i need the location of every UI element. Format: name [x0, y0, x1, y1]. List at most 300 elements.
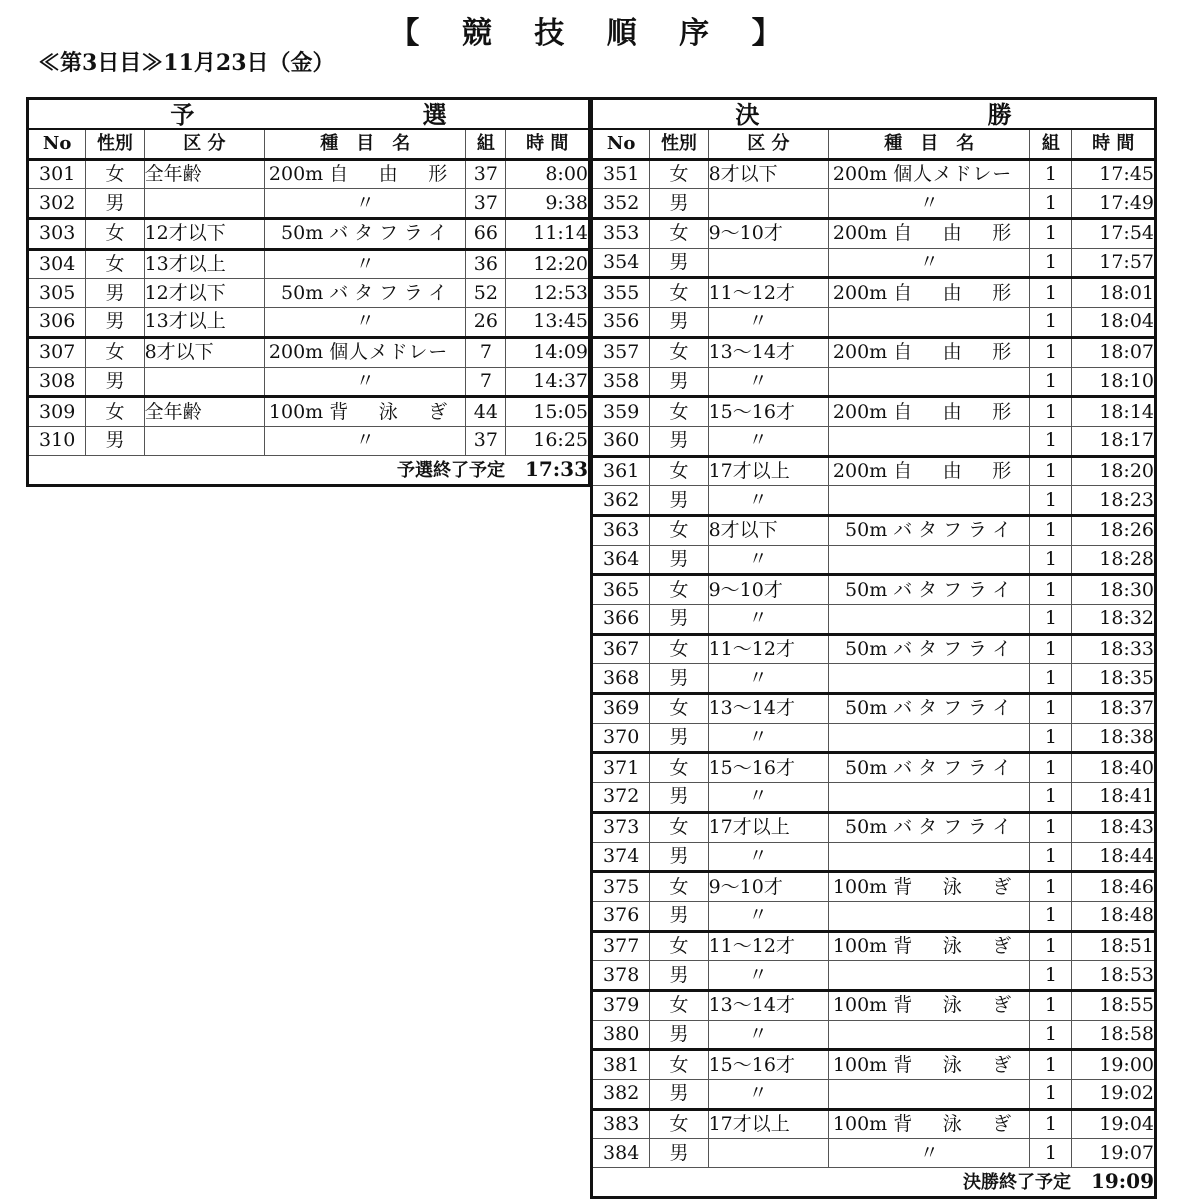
- start-time: 18:23: [1072, 486, 1156, 516]
- race-number: 303: [28, 219, 86, 250]
- stroke: バタフライ: [893, 816, 1012, 839]
- event-name: [265, 279, 466, 308]
- stroke: 背 泳 ぎ: [893, 994, 1012, 1017]
- sex: 男: [650, 486, 708, 516]
- division: 12才以下: [144, 279, 265, 308]
- heat-count: 26: [466, 308, 506, 338]
- distance: 100m: [832, 934, 888, 957]
- sex: 男: [86, 189, 144, 219]
- finals-footer: [592, 1168, 1156, 1198]
- table-row: [592, 189, 1156, 219]
- heat-count: 1: [1030, 664, 1072, 694]
- heat-count: 36: [466, 249, 506, 279]
- table-row: [28, 249, 590, 279]
- stroke: 個人メドレー: [893, 163, 1012, 186]
- sex: 男: [650, 901, 708, 931]
- table-row: [592, 456, 1156, 486]
- distance: 100m: [832, 875, 888, 898]
- division: 〃: [708, 842, 829, 872]
- division: 〃: [708, 426, 829, 456]
- division: 〃: [708, 1020, 829, 1050]
- event-name: 〃: [829, 1139, 1030, 1168]
- division: 17才以上: [708, 1109, 829, 1139]
- division: 12才以下: [144, 219, 265, 250]
- start-time: 15:05: [506, 397, 590, 427]
- table-row: [592, 842, 1156, 872]
- col-time: 時 間: [1072, 129, 1156, 159]
- sex: 女: [650, 337, 708, 367]
- start-time: 9:38: [506, 189, 590, 219]
- sex: 女: [650, 159, 708, 189]
- table-row: [28, 219, 590, 250]
- table-row: [592, 812, 1156, 842]
- event-name: [829, 842, 1030, 872]
- distance: 100m: [268, 400, 324, 423]
- distance: 200m: [832, 341, 888, 364]
- event-name: [265, 337, 466, 367]
- race-number: 377: [592, 931, 650, 961]
- event-name: [829, 634, 1030, 664]
- table-row: [592, 1020, 1156, 1050]
- division: 全年齢: [144, 397, 265, 427]
- start-time: 19:00: [1072, 1050, 1156, 1080]
- sex: 男: [650, 605, 708, 635]
- event-name: [829, 337, 1030, 367]
- division: [144, 367, 265, 397]
- heat-count: 1: [1030, 605, 1072, 635]
- start-time: 13:45: [506, 308, 590, 338]
- stroke: 自 由 形: [893, 459, 1012, 482]
- sex: 男: [650, 961, 708, 991]
- race-number: 306: [28, 308, 86, 338]
- event-name: [829, 664, 1030, 694]
- division: 8才以下: [708, 159, 829, 189]
- event-name: [265, 219, 466, 250]
- sex: 女: [650, 397, 708, 427]
- table-row: [592, 575, 1156, 605]
- heat-count: 1: [1030, 397, 1072, 427]
- table-row: [592, 753, 1156, 783]
- table-row: [592, 337, 1156, 367]
- event-name: [829, 990, 1030, 1020]
- division: 9～10才: [708, 872, 829, 902]
- start-time: 18:28: [1072, 545, 1156, 575]
- stroke: 背 泳 ぎ: [893, 934, 1012, 957]
- stroke: バタフライ: [893, 697, 1012, 720]
- division: 〃: [708, 486, 829, 516]
- division: 13才以上: [144, 249, 265, 279]
- start-time: 18:41: [1072, 783, 1156, 813]
- sex: 女: [650, 575, 708, 605]
- sex: 男: [650, 1020, 708, 1050]
- division: [708, 1139, 829, 1168]
- race-number: 371: [592, 753, 650, 783]
- division: 〃: [708, 961, 829, 991]
- division: 11～12才: [708, 634, 829, 664]
- race-number: 358: [592, 367, 650, 397]
- event-name: [829, 486, 1030, 516]
- table-row: [28, 367, 590, 397]
- start-time: 18:35: [1072, 664, 1156, 694]
- start-time: 18:40: [1072, 753, 1156, 783]
- event-name: [829, 961, 1030, 991]
- division: 9～10才: [708, 575, 829, 605]
- heat-count: 1: [1030, 1139, 1072, 1168]
- division: 15～16才: [708, 397, 829, 427]
- race-number: 356: [592, 308, 650, 338]
- table-row: [592, 694, 1156, 724]
- start-time: 12:20: [506, 249, 590, 279]
- stroke: 個人メドレー: [329, 341, 448, 364]
- start-time: 18:10: [1072, 367, 1156, 397]
- start-time: 17:54: [1072, 219, 1156, 249]
- heat-count: 52: [466, 279, 506, 308]
- heat-count: 1: [1030, 515, 1072, 545]
- event-name: [829, 278, 1030, 308]
- event-name: 〃: [829, 248, 1030, 278]
- division: 13～14才: [708, 694, 829, 724]
- event-name: [829, 1080, 1030, 1110]
- stroke: 自 由 形: [893, 400, 1012, 423]
- distance: 50m: [845, 816, 888, 839]
- race-number: 383: [592, 1109, 650, 1139]
- sex: 女: [650, 694, 708, 724]
- table-row: [592, 1050, 1156, 1080]
- heat-count: 1: [1030, 1109, 1072, 1139]
- heat-count: 1: [1030, 367, 1072, 397]
- heat-count: 1: [1030, 842, 1072, 872]
- division: 11～12才: [708, 931, 829, 961]
- distance: 200m: [832, 163, 888, 186]
- prelims-end-time: 17:33: [524, 456, 588, 481]
- distance: 50m: [845, 519, 888, 542]
- event-name: [829, 753, 1030, 783]
- table-row: [28, 426, 590, 455]
- sex: 男: [86, 279, 144, 308]
- sex: 男: [650, 842, 708, 872]
- start-time: 17:57: [1072, 248, 1156, 278]
- division: 〃: [708, 605, 829, 635]
- event-name: [829, 605, 1030, 635]
- sex: 男: [650, 308, 708, 338]
- event-name: [829, 783, 1030, 813]
- sex: 男: [86, 308, 144, 338]
- distance: 50m: [281, 222, 324, 245]
- heat-count: 37: [466, 159, 506, 189]
- distance: 200m: [832, 400, 888, 423]
- stroke: 背 泳 ぎ: [893, 875, 1012, 898]
- race-number: 310: [28, 426, 86, 455]
- sex: 男: [650, 545, 708, 575]
- stroke: バタフライ: [329, 281, 448, 304]
- sex: 女: [86, 159, 144, 189]
- stroke: バタフライ: [893, 638, 1012, 661]
- start-time: 19:07: [1072, 1139, 1156, 1168]
- stroke: 背 泳 ぎ: [893, 1053, 1012, 1076]
- sex: 女: [650, 515, 708, 545]
- table-row: [592, 397, 1156, 427]
- distance: 50m: [845, 756, 888, 779]
- table-row: [592, 990, 1156, 1020]
- table-row: [592, 248, 1156, 278]
- table-row: [592, 545, 1156, 575]
- event-name: [829, 901, 1030, 931]
- start-time: 18:37: [1072, 694, 1156, 724]
- table-row: [592, 515, 1156, 545]
- event-name: 〃: [265, 367, 466, 397]
- sex: 女: [650, 456, 708, 486]
- stroke: 自 由 形: [893, 281, 1012, 304]
- stroke: 背 泳 ぎ: [329, 400, 448, 423]
- race-number: 354: [592, 248, 650, 278]
- start-time: 17:49: [1072, 189, 1156, 219]
- col-no: No: [28, 129, 86, 159]
- division: 〃: [708, 783, 829, 813]
- race-number: 378: [592, 961, 650, 991]
- start-time: 18:58: [1072, 1020, 1156, 1050]
- division: [708, 189, 829, 219]
- finals-rows: [592, 159, 1156, 1167]
- heat-count: 1: [1030, 1080, 1072, 1110]
- race-number: 370: [592, 723, 650, 753]
- division: 15～16才: [708, 753, 829, 783]
- division: 〃: [708, 901, 829, 931]
- heat-count: 1: [1030, 1020, 1072, 1050]
- start-time: 14:37: [506, 367, 590, 397]
- stroke: 自 由 形: [893, 222, 1012, 245]
- sex: 男: [650, 426, 708, 456]
- event-name: [829, 159, 1030, 189]
- prelims-footer: [28, 455, 590, 485]
- col-event: 種 目 名: [829, 129, 1030, 159]
- start-time: 18:33: [1072, 634, 1156, 664]
- event-name: [829, 308, 1030, 338]
- table-row: [592, 159, 1156, 189]
- sex: 男: [86, 367, 144, 397]
- heat-count: 44: [466, 397, 506, 427]
- distance: 200m: [268, 163, 324, 186]
- col-heat: 組: [1030, 129, 1072, 159]
- division: 8才以下: [708, 515, 829, 545]
- race-number: 365: [592, 575, 650, 605]
- table-row: [28, 397, 590, 427]
- table-row: [592, 634, 1156, 664]
- division: 〃: [708, 1080, 829, 1110]
- start-time: 18:48: [1072, 901, 1156, 931]
- start-time: 18:17: [1072, 426, 1156, 456]
- sex: 男: [650, 783, 708, 813]
- sex: 男: [650, 1080, 708, 1110]
- race-number: 359: [592, 397, 650, 427]
- heat-count: 1: [1030, 812, 1072, 842]
- table-row: [592, 308, 1156, 338]
- race-number: 374: [592, 842, 650, 872]
- heat-count: 7: [466, 337, 506, 367]
- distance: 100m: [832, 994, 888, 1017]
- division: [144, 189, 265, 219]
- stroke: 自 由 形: [893, 341, 1012, 364]
- event-name: [829, 872, 1030, 902]
- start-time: 18:32: [1072, 605, 1156, 635]
- sex: 女: [650, 931, 708, 961]
- distance: 100m: [832, 1053, 888, 1076]
- finals-end-label: 決勝終了予定: [962, 1172, 1071, 1194]
- division: [708, 248, 829, 278]
- division: 全年齢: [144, 159, 265, 189]
- col-division: 区 分: [708, 129, 829, 159]
- heat-count: 66: [466, 219, 506, 250]
- heat-count: 1: [1030, 219, 1072, 249]
- division: [144, 426, 265, 455]
- event-name: [829, 397, 1030, 427]
- division: 〃: [708, 308, 829, 338]
- event-name: [829, 219, 1030, 249]
- start-time: 18:51: [1072, 931, 1156, 961]
- stroke: バタフライ: [893, 756, 1012, 779]
- sex: 男: [650, 723, 708, 753]
- heat-count: 1: [1030, 337, 1072, 367]
- race-number: 361: [592, 456, 650, 486]
- event-name: [829, 456, 1030, 486]
- event-name: [829, 1050, 1030, 1080]
- heat-count: 1: [1030, 990, 1072, 1020]
- race-number: 305: [28, 279, 86, 308]
- division: 11～12才: [708, 278, 829, 308]
- start-time: 18:01: [1072, 278, 1156, 308]
- sex: 女: [86, 249, 144, 279]
- start-time: 18:30: [1072, 575, 1156, 605]
- distance: 50m: [845, 638, 888, 661]
- race-number: 373: [592, 812, 650, 842]
- heat-count: 1: [1030, 278, 1072, 308]
- start-time: 18:55: [1072, 990, 1156, 1020]
- col-event: 種 目 名: [265, 129, 466, 159]
- heat-count: 1: [1030, 1050, 1072, 1080]
- table-row: [592, 783, 1156, 813]
- division: 17才以上: [708, 456, 829, 486]
- heat-count: 1: [1030, 189, 1072, 219]
- division: 8才以下: [144, 337, 265, 367]
- heat-count: 1: [1030, 634, 1072, 664]
- race-number: 301: [28, 159, 86, 189]
- division: 9～10才: [708, 219, 829, 249]
- event-name: 〃: [829, 189, 1030, 219]
- division: 13～14才: [708, 990, 829, 1020]
- start-time: 8:00: [506, 159, 590, 189]
- division: 13才以上: [144, 308, 265, 338]
- race-number: 379: [592, 990, 650, 1020]
- start-time: 18:46: [1072, 872, 1156, 902]
- event-name: [829, 694, 1030, 724]
- table-row: [592, 367, 1156, 397]
- start-time: 18:38: [1072, 723, 1156, 753]
- table-row: [592, 219, 1156, 249]
- table-row: [592, 1109, 1156, 1139]
- race-number: 364: [592, 545, 650, 575]
- event-name: 〃: [265, 189, 466, 219]
- sex: 女: [650, 1050, 708, 1080]
- race-number: 360: [592, 426, 650, 456]
- event-name: [829, 812, 1030, 842]
- col-sex: 性別: [86, 129, 144, 159]
- division: 〃: [708, 367, 829, 397]
- stroke: 自 由 形: [329, 163, 448, 186]
- col-no: No: [592, 129, 650, 159]
- race-number: 363: [592, 515, 650, 545]
- race-number: 307: [28, 337, 86, 367]
- table-row: [28, 189, 590, 219]
- event-name: [265, 397, 466, 427]
- heat-count: 37: [466, 426, 506, 455]
- heat-count: 1: [1030, 248, 1072, 278]
- sex: 女: [650, 634, 708, 664]
- heat-count: 7: [466, 367, 506, 397]
- sex: 女: [650, 219, 708, 249]
- distance: 50m: [845, 697, 888, 720]
- race-number: 368: [592, 664, 650, 694]
- sex: 男: [86, 426, 144, 455]
- heat-count: 1: [1030, 545, 1072, 575]
- table-row: [592, 723, 1156, 753]
- race-number: 382: [592, 1080, 650, 1110]
- race-number: 369: [592, 694, 650, 724]
- prelims-heading: 予 選: [28, 99, 590, 130]
- sex: 女: [86, 337, 144, 367]
- event-name: [829, 515, 1030, 545]
- table-row: [28, 337, 590, 367]
- heat-count: 1: [1030, 901, 1072, 931]
- heat-count: 1: [1030, 575, 1072, 605]
- day-date-subtitle: ≪第3日目≫11月23日（金）: [38, 50, 335, 76]
- heat-count: 1: [1030, 783, 1072, 813]
- race-number: 355: [592, 278, 650, 308]
- heat-count: 1: [1030, 486, 1072, 516]
- race-number: 309: [28, 397, 86, 427]
- division: 〃: [708, 664, 829, 694]
- start-time: 12:53: [506, 279, 590, 308]
- division: 〃: [708, 545, 829, 575]
- heat-count: 1: [1030, 723, 1072, 753]
- stroke: バタフライ: [893, 519, 1012, 542]
- start-time: 11:14: [506, 219, 590, 250]
- table-row: [592, 664, 1156, 694]
- distance: 100m: [832, 1113, 888, 1136]
- table-row: [592, 426, 1156, 456]
- col-division: 区 分: [144, 129, 265, 159]
- distance: 50m: [281, 281, 324, 304]
- race-number: 308: [28, 367, 86, 397]
- start-time: 14:09: [506, 337, 590, 367]
- stroke: バタフライ: [893, 578, 1012, 601]
- event-name: 〃: [265, 249, 466, 279]
- race-number: 304: [28, 249, 86, 279]
- table-row: [28, 159, 590, 189]
- distance: 200m: [832, 459, 888, 482]
- division: 17才以上: [708, 812, 829, 842]
- division: 〃: [708, 723, 829, 753]
- sex: 女: [650, 812, 708, 842]
- race-number: 352: [592, 189, 650, 219]
- start-time: 19:04: [1072, 1109, 1156, 1139]
- sex: 男: [650, 248, 708, 278]
- sex: 女: [650, 990, 708, 1020]
- sex: 男: [650, 1139, 708, 1168]
- heat-count: 1: [1030, 753, 1072, 783]
- table-row: [592, 605, 1156, 635]
- page-title: 【 競 技 順 序 】: [389, 16, 798, 51]
- division: 15～16才: [708, 1050, 829, 1080]
- heat-count: 1: [1030, 872, 1072, 902]
